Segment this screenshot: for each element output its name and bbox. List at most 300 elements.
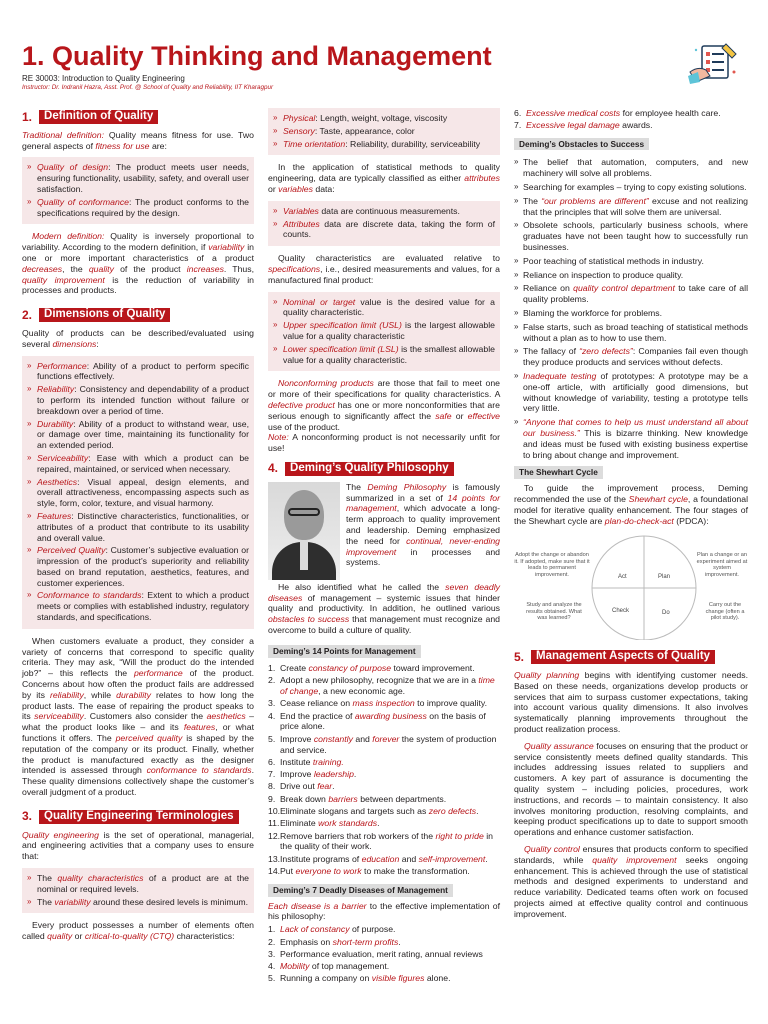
pdca-check-note: Study and analyze the results obtained. What was learned?	[526, 602, 582, 622]
text: This is bizarre thinking. New knowledge and ideas must be fused with existing business expertise to bring about change and improvement.	[523, 427, 748, 460]
dimensions-box	[22, 356, 254, 629]
deadly-diseases-list-cont	[514, 108, 748, 131]
nonconforming-paragraph	[268, 378, 500, 454]
term: variables	[278, 183, 313, 194]
list-item	[27, 897, 249, 908]
text: : Taste, appearance, color	[314, 125, 415, 136]
list-item	[268, 866, 500, 877]
term: quality improvement	[592, 854, 677, 865]
bullet-icon: »	[514, 269, 519, 279]
term: Upper specification limit (USL)	[283, 320, 402, 331]
pdca-plan-label: Plan	[658, 574, 671, 581]
text: , a foundational model for iterative quality enhancement. The four stages of the Shewhart cycle are	[514, 493, 748, 526]
text: : Length, weight, voltage, viscosity	[315, 113, 448, 123]
item-number: 6.	[268, 756, 276, 767]
text: .	[485, 853, 488, 864]
bullet-icon: »	[273, 138, 278, 148]
text: .	[377, 818, 380, 829]
list-item	[268, 663, 500, 674]
text: in the quality of their work.	[280, 830, 493, 852]
item-number: 13.	[268, 853, 281, 864]
text: When customers evaluate a product, they consider a variety of concerns that correspond to specific quality criteria. They may ask, “Will the product do the intended job?” – this reflects the	[22, 635, 254, 679]
list-item	[273, 344, 495, 366]
text: or	[74, 931, 83, 942]
text: , the	[62, 263, 83, 274]
item-number: 2.	[268, 675, 276, 686]
term: Lack of constancy	[280, 924, 350, 935]
bullet-icon: »	[27, 510, 32, 520]
text: Emphasis on	[280, 936, 331, 947]
section-title: Deming’s Quality Philosophy	[285, 462, 454, 476]
term: Lower specification limit (LSL)	[283, 343, 399, 354]
text: awards.	[622, 119, 653, 130]
section-number: 2.	[22, 307, 33, 322]
text: characteristics:	[176, 931, 235, 942]
quality-planning-paragraph	[514, 670, 748, 735]
term: quality	[47, 931, 73, 942]
bullet-icon: »	[514, 195, 519, 205]
text: of a product are at the nominal or required levels.	[37, 873, 249, 894]
term: “zero defects”	[579, 346, 633, 357]
item-number: 4.	[268, 710, 276, 721]
term: Deming Philosophy	[367, 481, 447, 492]
term: aesthetics	[206, 711, 246, 722]
term: Attributes	[283, 218, 320, 229]
text: of purpose.	[351, 924, 396, 935]
text: Performance evaluation, merit rating, annual reviews	[280, 948, 483, 959]
deming-philosophy-paragraph	[346, 482, 500, 580]
bullet-icon: »	[27, 162, 32, 172]
text: between departments.	[360, 793, 447, 804]
list-item	[27, 197, 249, 219]
term: Quality engineering	[22, 829, 99, 840]
item-number: 5.	[268, 733, 276, 744]
term: plan-do-check-act	[604, 515, 674, 526]
text: Eliminate	[280, 818, 316, 829]
list-item	[273, 297, 495, 319]
list-item	[514, 182, 748, 193]
dimensions-intro: Quality of products can be described/evaluated using several dimensions:	[22, 327, 254, 349]
term: Durability	[37, 418, 74, 429]
bullet-icon: »	[514, 220, 519, 230]
text: is the smallest allowable value for a quality characteristic.	[283, 343, 495, 365]
item-number: 7.	[268, 769, 276, 780]
pdca-act-note: Adopt the change or abandon it. If adopted, make sure that it leads to permanent improvement.	[514, 552, 590, 579]
term: seven deadly diseases	[268, 581, 500, 603]
item-number: 4.	[268, 961, 276, 972]
obstacles-list	[514, 157, 748, 460]
term: awarding business	[354, 710, 427, 721]
term: Nonconforming products	[278, 378, 374, 389]
list-item	[268, 937, 500, 948]
text: Institute	[280, 756, 311, 767]
quality-engineering-box	[22, 868, 254, 913]
list-item	[273, 139, 495, 150]
pdca-circle-graphic	[514, 530, 748, 640]
section-title: Quality Engineering Terminologies	[39, 810, 239, 824]
list-item	[268, 961, 500, 972]
list-item	[268, 973, 500, 984]
list-item	[273, 113, 495, 124]
section-number: 5.	[514, 649, 525, 664]
text: is the largest allowable value for a quality characteristic	[283, 320, 495, 341]
text: , while	[83, 689, 112, 700]
list-item	[27, 384, 249, 416]
text: and	[401, 853, 417, 864]
list-item	[27, 162, 249, 194]
term: Inadequate testing	[523, 370, 597, 381]
term: specifications	[268, 263, 321, 274]
section-title: Dimensions of Quality	[39, 308, 170, 322]
bullet-icon: »	[273, 343, 278, 353]
list-item	[514, 417, 748, 460]
text: , which advocate a long-term approach to quality improvement and leadership. Deming emphasized the need for	[346, 503, 500, 546]
text: The	[346, 481, 361, 492]
section-number: 3.	[22, 809, 33, 824]
list-item	[514, 220, 748, 252]
deadly-diseases-intro	[268, 582, 500, 636]
text: Poor teaching of statistical methods in industry.	[523, 255, 704, 266]
text: is the reduction of variability in processes and products.	[22, 274, 254, 296]
list-item	[273, 219, 495, 241]
list-item	[514, 371, 748, 414]
list-item	[268, 698, 500, 709]
list-item	[27, 545, 249, 588]
term: right to pride	[435, 830, 484, 841]
term: Variables	[283, 205, 319, 216]
term: Traditional definition:	[22, 129, 105, 140]
list-item	[514, 256, 748, 267]
term: variability	[208, 242, 245, 253]
text: Improve	[280, 733, 312, 744]
text: of management – systemic issues that hinder quality and productivity. In addition, he outlined various	[268, 592, 500, 614]
bullet-icon: »	[273, 320, 278, 330]
fourteen-points-list	[268, 663, 500, 877]
text: to take care of all quality problems.	[523, 283, 749, 305]
term: Features	[37, 510, 72, 521]
text: , or what functions it offers. The	[22, 722, 254, 744]
bullet-icon: »	[514, 255, 519, 265]
item-number: 14.	[268, 866, 281, 877]
deadly-diseases-lead	[268, 901, 500, 923]
bullet-icon: »	[273, 125, 278, 135]
data-types-box	[268, 201, 500, 246]
term: obstacles to success	[268, 614, 350, 625]
term: Mobility	[280, 961, 310, 972]
text: – what the product looks like – and its	[22, 711, 255, 733]
term: serviceability	[34, 711, 84, 722]
list-item	[268, 794, 500, 805]
section-title: Management Aspects of Quality	[531, 650, 715, 664]
text: Quality means fitness for use. Two general aspects of	[22, 129, 254, 151]
pdca-diagram	[514, 530, 748, 640]
text: , a new economic age.	[318, 686, 406, 697]
term: leadership	[313, 769, 354, 780]
text: . Customers also consider the	[83, 711, 204, 722]
term: features	[183, 722, 216, 733]
text: Blaming the workforce for problems.	[523, 307, 663, 318]
item-number: 2.	[268, 936, 276, 947]
pdca-check-label: Check	[612, 608, 630, 615]
term: critical-to-quality (CTQ)	[84, 931, 175, 942]
term: training.	[312, 756, 344, 767]
term: Quality control	[524, 844, 580, 855]
text: alone.	[426, 973, 451, 984]
instructor-line: Instructor: Dr. Indranil Hazra, Asst. Prof. @ School of Quality and Reliability, IIT Kharagpur	[22, 84, 274, 91]
term: Performance	[37, 360, 87, 371]
term: mass inspection	[352, 698, 415, 709]
text: The belief that automation, computers, and new machinery will solve all problems.	[523, 157, 748, 179]
text: Create	[280, 663, 307, 673]
term: everyone to work	[295, 866, 362, 877]
ctq-intro	[22, 920, 254, 942]
term: quality control department	[573, 283, 675, 294]
text: Remove barriers that rob workers of the	[280, 830, 434, 841]
term: Serviceability	[37, 452, 89, 463]
text: seeks ongoing enhancement. This is achieved through the use of statistical methods and designed experiments to understand and reduce variability. Dedicated teams often work on focused projects aimed at effective quality control and continuous improvement.	[514, 854, 748, 919]
text: : Distinctive characteristics, functionalities, or attributes of a product that contribute to its usability and overall value.	[37, 510, 249, 543]
text: Every product possesses a number of elements often called	[22, 920, 254, 942]
text: around these desired levels is minimum.	[93, 896, 249, 907]
term: constancy of purpose	[308, 663, 392, 673]
bullet-icon: »	[27, 476, 32, 486]
text: Quality of products can be described/evaluated using several	[22, 327, 254, 349]
term: decreases	[22, 263, 63, 274]
term: Perceived Quality	[37, 545, 106, 556]
list-item	[268, 734, 500, 756]
obstacles-header: Deming’s Obstacles to Success	[514, 138, 649, 151]
list-item	[268, 769, 500, 780]
text: are those that fail to meet one or more of their specifications for quality characteristics. A	[268, 378, 500, 400]
term: effective	[467, 410, 501, 421]
section-3-heading	[22, 810, 254, 824]
text: : Customer’s subjective evaluation or impression of the product’s superiority and reliability based on brand reputation, aesthetics, features, and customer experiences.	[37, 545, 249, 588]
text: .	[353, 769, 357, 780]
pdca-plan-note: Plan a change or an experiment aimed at system improvement.	[696, 552, 748, 579]
text: : Reliability, durability, serviceability	[345, 138, 481, 149]
bullet-icon: »	[27, 896, 32, 906]
list-item	[27, 511, 249, 543]
bullet-icon: »	[27, 384, 32, 394]
list-item	[27, 477, 249, 509]
text: : Ability of a product to perform specific functions effectively.	[37, 360, 249, 382]
list-item	[514, 157, 748, 179]
traditional-definition	[22, 130, 254, 152]
section-number: 1.	[22, 109, 33, 124]
text: : The product meets user needs, ensuring functionality, usability, safety, and overall user satisfaction.	[37, 162, 249, 194]
bullet-icon: »	[514, 283, 519, 293]
text: : The product conforms to the specifications required by the design.	[37, 196, 249, 218]
term: Aesthetics	[37, 476, 78, 487]
term: Quality of design	[37, 162, 109, 173]
item-number: 1.	[268, 663, 276, 673]
text: of top management.	[311, 961, 390, 972]
text: Put	[280, 866, 294, 877]
term: quality characteristics	[57, 873, 144, 884]
text: Quality is inversely proportional to variability. According to the modern definition, if	[22, 231, 255, 253]
term: increases	[186, 263, 224, 274]
bullet-icon: »	[27, 418, 32, 428]
term: reliability	[50, 689, 84, 700]
bullet-icon: »	[273, 296, 278, 306]
text: Obsolete schools, particularly business schools, where graduates have not been taught how to successfully run businesses.	[523, 220, 748, 252]
text: on the basis of price alone.	[280, 710, 486, 732]
deadly-diseases-list	[268, 924, 500, 984]
list-item	[273, 320, 495, 342]
text: Break down	[280, 793, 326, 804]
list-item	[514, 322, 748, 344]
term: Nominal or target	[283, 296, 356, 307]
section-5-heading	[514, 650, 748, 664]
text: .	[476, 806, 479, 817]
item-number: 8.	[268, 781, 276, 792]
term: Each disease is a barrier	[268, 900, 367, 911]
term: “Anyone that comes to help us must understand all about our business.”	[523, 417, 748, 438]
term: Shewhart cycle	[628, 493, 688, 504]
bullet-icon: »	[27, 196, 32, 206]
modern-definition	[22, 231, 254, 296]
bullet-icon: »	[514, 370, 519, 380]
list-item	[514, 196, 748, 218]
term: Time orientation	[283, 138, 346, 149]
text: ensures that products conform to specified standards, while	[514, 844, 748, 865]
text: Institute programs of	[280, 853, 360, 864]
text: : Visual appeal, design elements, and overall attractiveness, encompassing aspects such as style, form, color, texture, and visual harmony.	[37, 476, 249, 509]
text: . Thus,	[223, 263, 255, 274]
statistical-data-intro	[268, 162, 500, 194]
term: work standards	[318, 818, 378, 829]
term: 14 points for management	[346, 492, 501, 514]
list-item	[268, 949, 500, 960]
bullet-icon: »	[514, 321, 519, 331]
list-item	[514, 308, 748, 319]
section-1-heading	[22, 110, 254, 124]
term: zero defects	[428, 806, 477, 817]
list-item	[273, 126, 495, 137]
bullet-icon: »	[27, 873, 32, 883]
item-number: 3.	[268, 698, 276, 709]
term: time of change	[280, 675, 495, 697]
pdca-act-label: Act	[618, 574, 627, 581]
text: The fallacy of	[523, 346, 576, 357]
section-title: Definition of Quality	[39, 110, 158, 124]
term: perceived quality	[115, 733, 183, 744]
text: toward improvement.	[393, 663, 475, 673]
text: of the product	[120, 263, 181, 274]
bullet-icon: »	[27, 452, 32, 462]
section-4-heading	[268, 462, 500, 476]
quality-aspects-box	[22, 157, 254, 224]
list-item	[268, 806, 500, 817]
text: excuse and not realizing that the principles that will solve them are universal.	[523, 195, 749, 217]
term: performance	[133, 668, 183, 679]
list-item	[514, 270, 748, 281]
dimensions-paragraph	[22, 636, 254, 798]
text: Running a company on	[280, 973, 370, 984]
text: is famously summarized in a set of	[346, 481, 501, 503]
bullet-icon: »	[273, 218, 278, 228]
text: value is the desired value for a quality characteristic.	[283, 296, 495, 318]
text: relates to how long the product lasts. The ease of repairing the product speaks to its	[22, 689, 254, 722]
term: variability	[54, 896, 91, 907]
text: for employee health care.	[622, 107, 721, 118]
text: (PDCA):	[676, 515, 709, 526]
term: Excessive medical costs	[526, 107, 621, 118]
text: that management must recognize and overcome to build a culture of quality.	[268, 614, 501, 635]
section-number: 4.	[268, 461, 279, 476]
term: Modern definition:	[32, 231, 105, 242]
note-label: Note:	[268, 432, 289, 443]
term: Physical	[283, 113, 316, 123]
term: fear	[317, 781, 333, 792]
pdca-do-note: Carry out the change (often a pilot study).	[705, 602, 745, 622]
text: False starts, such as broad teaching of statistical methods without a plan as to how to use them.	[523, 321, 748, 343]
text: Reliance on inspection to produce quality.	[523, 269, 684, 280]
term: safe	[435, 410, 452, 421]
text: data are continuous measurements.	[321, 205, 460, 216]
spec-limits-box	[268, 292, 500, 372]
page-title	[22, 40, 582, 72]
column-2	[268, 108, 500, 988]
item-number: 1.	[268, 924, 276, 935]
list-item	[514, 283, 748, 305]
text: , i.e., desired measurements and values, for a manufactured final product:	[268, 263, 500, 285]
bullet-icon: »	[514, 417, 519, 427]
text: data are discrete data, taking the form of counts.	[283, 218, 495, 240]
text: . These quality dimensions collectively shape the customer’s overall judgment of a product.	[22, 765, 254, 798]
text: End the practice of	[280, 710, 353, 721]
text: data:	[315, 183, 335, 194]
quality-assurance-paragraph	[514, 741, 748, 838]
shewhart-header: The Shewhart Cycle	[514, 466, 603, 479]
term: Conformance to standards	[37, 590, 142, 601]
text: focuses on ensuring that the product or service consistently meets defined quality standards. This includes addressing issues related to suppliers and customers. A key part of assurance is documenting the quality system – including policies, procedures, work instructions, and records – to maintain consistency. It also involves monitoring production, resolving complaints, and keeping product specifications up to date to support smooth operations and enhance customer satisfaction.	[514, 740, 748, 838]
specifications-intro	[268, 253, 500, 285]
term: dimensions	[52, 338, 97, 349]
list-item	[514, 346, 748, 368]
deadly-diseases-header: Deming’s 7 Deadly Diseases of Management	[268, 884, 453, 897]
course-line: RE 30003: Introduction to Quality Engineering	[22, 74, 185, 83]
title-number: 1.	[22, 41, 45, 71]
list-item	[268, 818, 500, 829]
bullet-icon: »	[514, 346, 519, 356]
text: to the effective implementation of his philosophy:	[268, 900, 500, 922]
term: forever	[372, 733, 400, 744]
text: has one or more nonconformities that are serious enough to significantly affect the	[268, 399, 500, 421]
text: : Extent to which a product meets or complies with established industry, regulatory standards, and specifications.	[37, 590, 249, 623]
term: defective product	[268, 399, 335, 410]
list-item	[268, 711, 500, 733]
term: durability	[116, 689, 151, 700]
text: Improve	[280, 769, 312, 780]
text: : Companies fail even though they produce products and services without defects.	[523, 346, 749, 368]
text: of the product. Concerns about how often the product fails are addressed by its	[22, 668, 254, 700]
item-number: 7.	[514, 119, 522, 130]
term: Quality assurance	[524, 740, 594, 751]
text: in processes and systems.	[346, 546, 500, 568]
text: .	[398, 936, 401, 947]
list-item	[27, 419, 249, 451]
text: in one or more important characteristics of a product	[22, 242, 254, 263]
text: He also identified what he called the	[278, 581, 440, 592]
text: use of the product.	[268, 421, 340, 432]
checklist-hand-pencil-icon	[688, 42, 738, 84]
quality-engineering-definition	[22, 830, 254, 862]
text: The	[523, 195, 538, 206]
term: barriers	[328, 793, 358, 804]
term: constantly	[313, 733, 353, 744]
list-item	[27, 873, 249, 895]
